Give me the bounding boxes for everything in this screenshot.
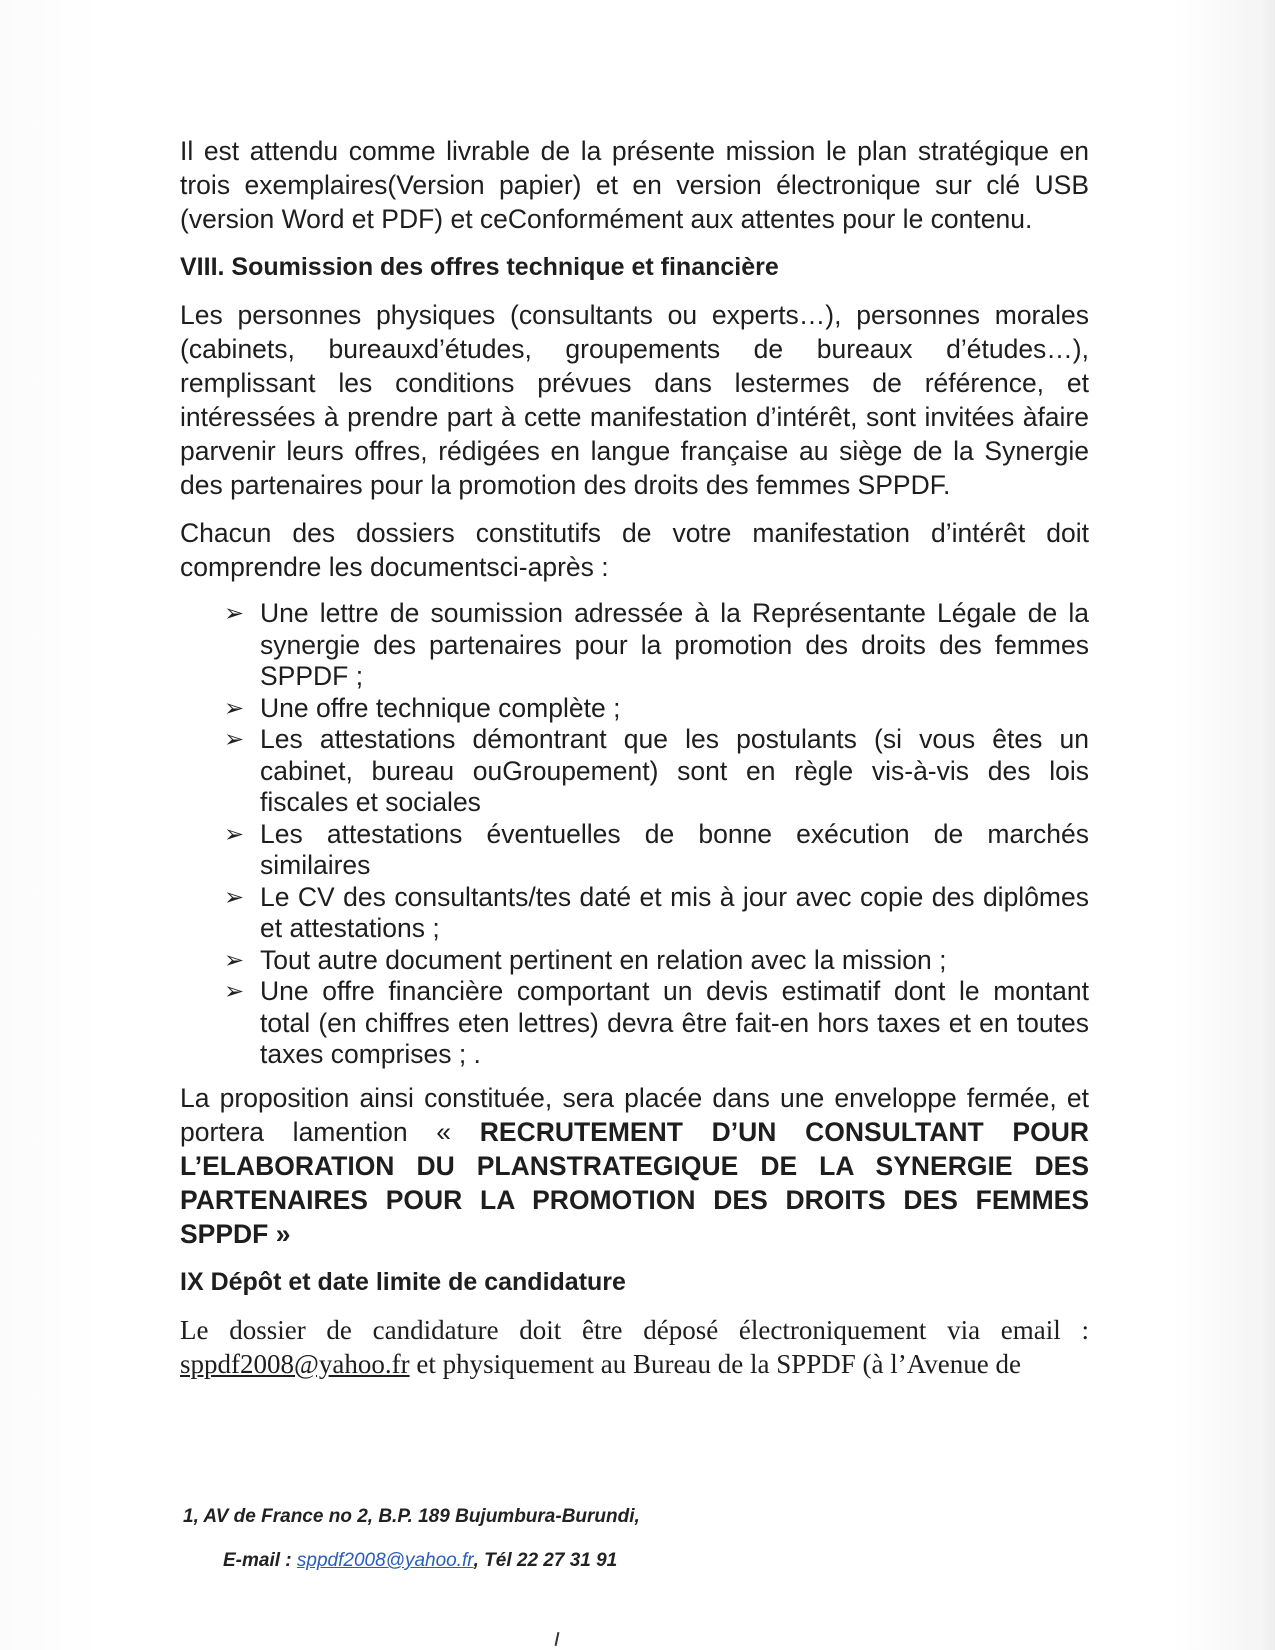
arrow-bullet-icon: ➢ bbox=[224, 726, 245, 753]
footer-contact: E-mail : sppdf2008@yahoo.fr, Tél 22 27 31 91 bbox=[223, 1550, 618, 1571]
page-mark bbox=[555, 1632, 560, 1646]
footer bbox=[183, 1506, 640, 1572]
arrow-bullet-icon: ➢ bbox=[224, 946, 245, 974]
section-8-paragraph-1: Les personnes physiques (consultants ou experts…), personnes morales (cabinets, bureauxd’études, groupements de bureaux d’études…), remplissant les conditions prévues dans lestermes de référence, et intéressées à prendre part à cette manifestation d’intérêt, sont invitées àfaire parvenir leurs offres, rédigées en langue française au siège de la Synergie des partenaires pour la promotion des droits des femmes SPPDF. bbox=[180, 300, 1089, 500]
section-8-paragraph-2: Chacun des dossiers constitutifs de votre manifestation d’intérêt doit comprendre les documentsci-après : bbox=[180, 518, 1089, 582]
footer-address: 1, AV de France no 2, B.P. 189 Bujumbura-Burundi, bbox=[183, 1506, 640, 1527]
arrow-bullet-icon: ➢ bbox=[224, 694, 245, 722]
list-item: ➢ Une offre technique complète ; bbox=[224, 692, 621, 723]
section-8-heading: VIII. Soumission des offres technique et financière bbox=[180, 253, 779, 281]
section-9-heading: IX Dépôt et date limite de candidature bbox=[180, 1267, 626, 1296]
list-item: ➢ Les attestations éventuelles de bonne exécution de marchés similaires bbox=[224, 818, 1089, 880]
arrow-bullet-icon: ➢ bbox=[224, 978, 245, 1005]
arrow-bullet-icon: ➢ bbox=[224, 820, 245, 848]
list-item: ➢ Les attestations démontrant que les postulants (si vous êtes un cabinet, bureau ouGroupement) sont en règle vis-à-vis des lois fiscales et sociales bbox=[224, 724, 1089, 817]
arrow-bullet-icon: ➢ bbox=[224, 600, 245, 627]
intro-paragraph: Il est attendu comme livrable de la présente mission le plan stratégique en trois exemplaires(Version papier) et en version électronique sur clé USB (version Word et PDF) et ceConformément aux attentes pour le contenu. bbox=[180, 136, 1089, 234]
section-8-paragraph-3: La proposition ainsi constituée, sera placée dans une enveloppe fermée, et portera lamention « RECRUTEMENT D’UN CONSULTANT POUR L’ELABORATION DU PLANSTRATEGIQUE DE LA SYNERGIE DES PARTENAIRES POUR LA PROMOTION DES DROITS DES FEMMES SPPDF » bbox=[180, 1082, 1089, 1249]
footer-email-link[interactable]: sppdf2008@yahoo.fr bbox=[296, 1550, 474, 1571]
list-item: ➢ Le CV des consultants/tes daté et mis à jour avec copie des diplômes et attestations ; bbox=[224, 881, 1089, 943]
scan-edge bbox=[1257, 0, 1275, 1650]
list-item: ➢ Une offre financière comportant un devis estimatif dont le montant total (en chiffres eten lettres) devra être fait-en hors taxes et en toutes taxes comprises ; . bbox=[224, 976, 1089, 1069]
arrow-bullet-icon: ➢ bbox=[224, 883, 245, 911]
mention-title: RECRUTEMENT D’UN CONSULTANT POUR L’ELABORATION DU PLANSTRATEGIQUE DE LA SYNERGIE DES PARTENAIRES POUR LA PROMOTION DES DROITS DES FEMMES SPPDF » bbox=[180, 1116, 1089, 1249]
list-item: ➢ Une lettre de soumission adressée à la Représentante Légale de la synergie des partenaires pour la promotion des droits des femmes SPPDF ; bbox=[224, 598, 1089, 691]
section-9-paragraph: Le dossier de candidature doit être déposé électroniquement via email : sppdf2008@yahoo.fr et physiquement au Bureau de la SPPDF (à l’Avenue de bbox=[180, 1314, 1089, 1379]
list-item: ➢ Tout autre document pertinent en relation avec la mission ; bbox=[224, 944, 947, 975]
email-link[interactable]: sppdf2008@yahoo.fr bbox=[180, 1348, 410, 1379]
documents-list bbox=[180, 598, 1089, 1071]
document-body bbox=[180, 134, 1089, 1381]
